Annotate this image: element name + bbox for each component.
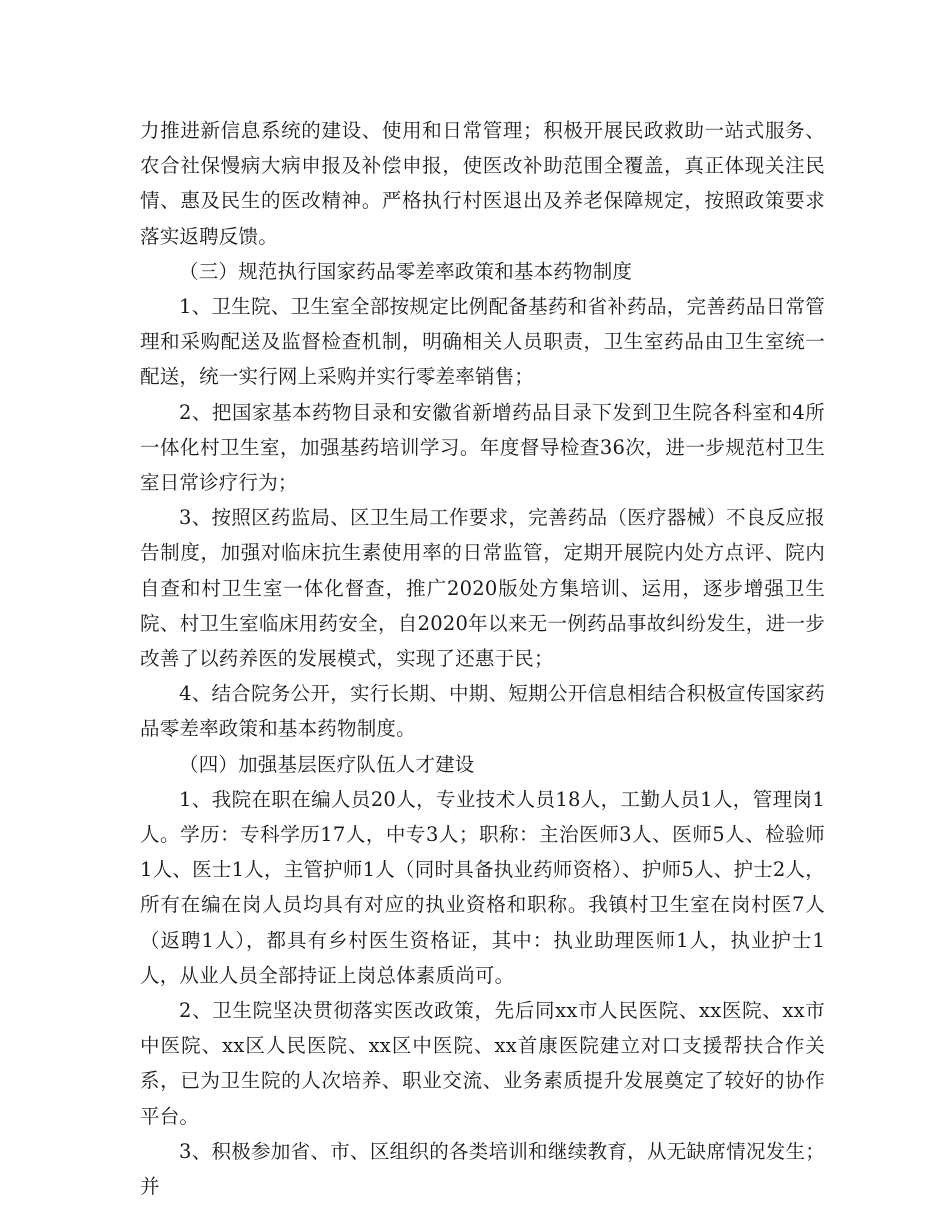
- section-heading-4: （四）加强基层医疗队伍人才建设: [179, 752, 475, 776]
- paragraph-item-4-2: 2、卫生院坚决贯彻落实医改政策，先后同xx市人民医院、xx医院、xx市中医院、xx区人民医院、xx区中医院、xx首康医院建立对口支援帮扶合作关系，已为卫生院的人次培养、职业交流、业务素质提升发展奠定了较好的协作平台。: [140, 999, 825, 1128]
- document-body: [140, 113, 825, 1204]
- paragraph-continuation: 力推进新信息系统的建设、使用和日常管理；积极开展民政救助一站式服务、农合社保慢病大病申报及补偿申报，使医改补助范围全覆盖，真正体现关注民情、惠及民生的医改精神。严格执行村医退出及养老保障规定，按照政策要求落实返聘反馈。: [140, 119, 825, 248]
- paragraph-item-3-3: 3、按照区药监局、区卫生局工作要求，完善药品（医疗器械）不良反应报告制度，加强对临床抗生素使用率的日常监管，定期开展院内处方点评、院内自查和村卫生室一体化督查，推广2020版处方集培训、运用，逐步增强卫生院、村卫生室临床用药安全，自2020年以来无一例药品事故纠纷发生，进一步改善了以药养医的发展模式，实现了还惠于民；: [140, 506, 825, 671]
- paragraph-item-4-3: 3、积极参加省、市、区组织的各类培训和继续教育，从无缺席情况发生；并: [140, 1139, 825, 1199]
- section-heading-3: （三）规范执行国家药品零差率政策和基本药物制度: [179, 259, 633, 283]
- paragraph-item-4-1: 1、我院在职在编人员20人，专业技术人员18人，工勤人员1人，管理岗1人。学历：专科学历17人，中专3人；职称：主治医师3人、医师5人、检验师1人、医士1人，主管护师1人（同时具备执业药师资格）、护师5人、护士2人，所有在编在岗人员均具有对应的执业资格和职称。我镇村卫生室在岗村医7人（返聘1人），都具有乡村医生资格证，其中：执业助理医师1人，执业护士1人，从业人员全部持证上岗总体素质尚可。: [140, 787, 825, 987]
- paragraph-item-3-2: 2、把国家基本药物目录和安徽省新增药品目录下发到卫生院各科室和4所一体化村卫生室，加强基药培训学习。年度督导检查36次，进一步规范村卫生室日常诊疗行为；: [140, 400, 825, 495]
- paragraph-item-3-1: 1、卫生院、卫生室全部按规定比例配备基药和省补药品，完善药品日常管理和采购配送及监督检查机制，明确相关人员职责，卫生室药品由卫生室统一配送，统一实行网上采购并实行零差率销售；: [140, 295, 825, 389]
- paragraph-item-3-4: 4、结合院务公开，实行长期、中期、短期公开信息相结合积极宣传国家药品零差率政策和基本药物制度。: [140, 682, 825, 741]
